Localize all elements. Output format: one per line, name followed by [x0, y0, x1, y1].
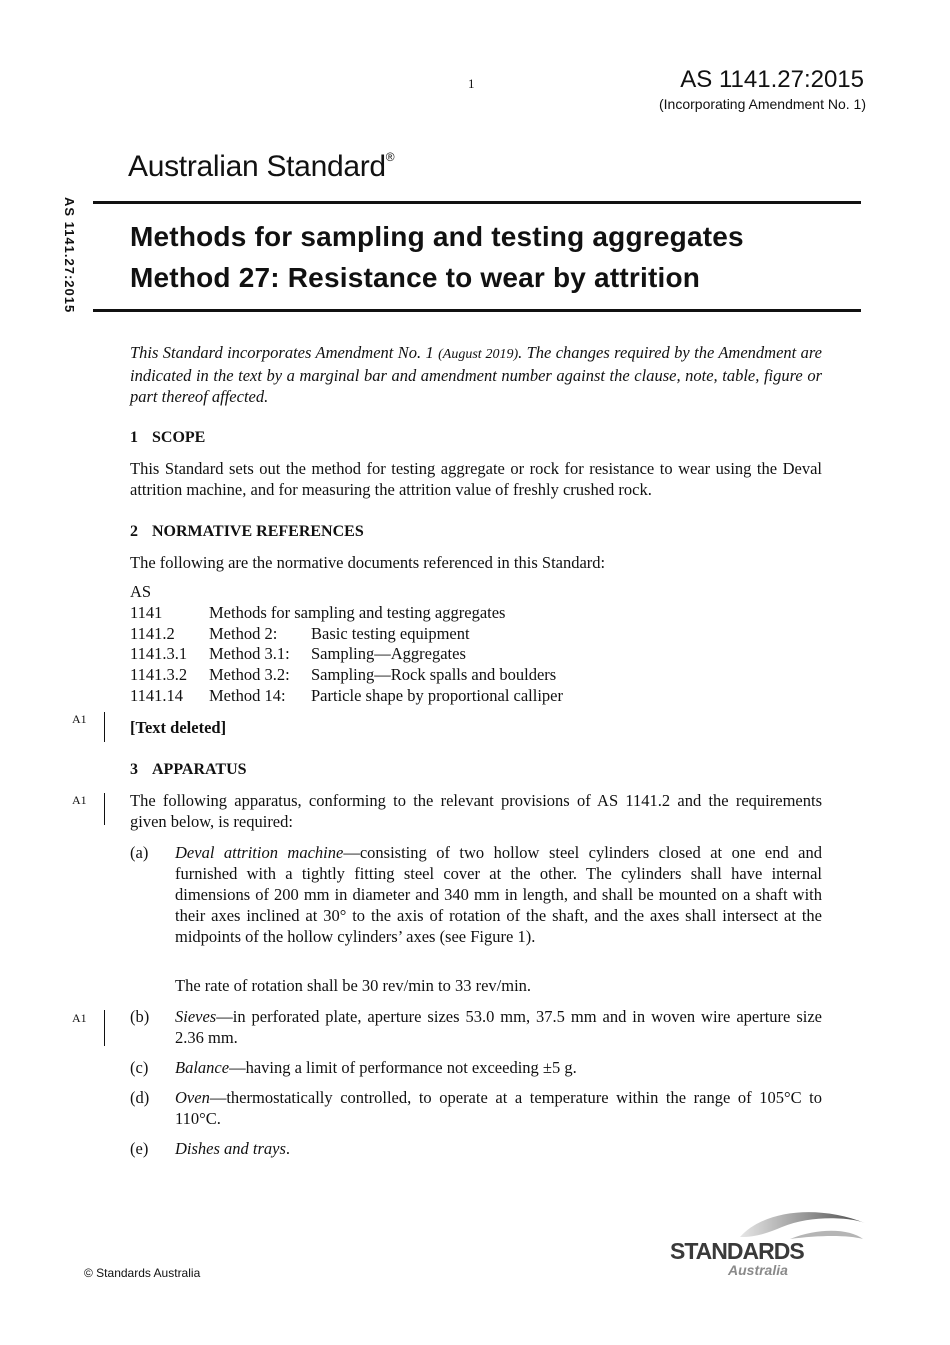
section-heading-apparatus: 3 APPARATUS — [130, 761, 247, 778]
amendment-note: (Incorporating Amendment No. 1) — [659, 96, 866, 112]
amendment-bar — [104, 1010, 105, 1046]
registered-mark: ® — [385, 150, 395, 164]
title-line-2: Method 27: Resistance to wear by attrition — [130, 262, 701, 293]
side-standard-code: AS 1141.27:2015 — [62, 197, 77, 314]
apparatus-intro: The following apparatus, conforming to the relevant provisions of AS 1141.2 and the requirements given below, is required: — [130, 791, 822, 831]
reference-row: 1141.2 Method 2: Basic testing equipment — [130, 623, 470, 643]
amendment-marker: A1 — [72, 712, 87, 726]
title-rule-bottom — [93, 309, 861, 312]
reference-row: 1141.14 Method 14: Particle shape by proportional calliper — [130, 685, 563, 705]
amendment-marker: A1 — [72, 1011, 87, 1025]
rotation-note: The rate of rotation shall be 30 rev/min to 33 rev/min. — [175, 976, 532, 995]
title-rule-top — [93, 201, 861, 204]
section-heading-scope: 1 SCOPE — [130, 429, 206, 446]
amendment-marker: A1 — [72, 793, 87, 807]
amendment-bar — [104, 712, 105, 742]
reference-row: 1141 Methods for sampling and testing aggregates — [130, 602, 506, 622]
apparatus-item-e: (e) Dishes and trays. — [130, 1139, 291, 1158]
reference-list — [130, 582, 563, 707]
title-line-1: Methods for sampling and testing aggregates — [130, 221, 744, 252]
normative-intro: The following are the normative documents referenced in this Standard: — [130, 553, 606, 572]
standard-number: AS 1141.27:2015 — [680, 66, 864, 93]
apparatus-item-a: (a) Deval attrition machine—consisting of two hollow steel cylinders closed at one end and furnished with a tightly fitting steel cover at the other. The cylinders shall have internal dimensions of 200 mm in diameter and 340 mm in length, and shall be mounted on a shaft with their axes inclined at 30° to the axis of rotation of the shaft, and the axes shall intersect at the midpoints of the hollow cylinders’ axes (see Figure 1). — [130, 843, 822, 946]
apparatus-item-c: (c) Balance—having a limit of performance not exceeding ±5 g. — [130, 1058, 577, 1077]
amendment-bar — [104, 793, 105, 825]
scope-text: This Standard sets out the method for testing aggregate or rock for resistance to wear using the Deval attrition machine, and for measuring the attrition value of freshly crushed rock. — [130, 459, 822, 499]
copyright-notice: © Standards Australia — [84, 1266, 201, 1280]
standards-australia-logo — [670, 1205, 870, 1285]
text-deleted: [Text deleted] — [130, 718, 227, 737]
page-number: 1 — [468, 76, 475, 91]
apparatus-item-b: (b) Sieves—in perforated plate, aperture sizes 53.0 mm, 37.5 mm and in woven wire aperture size 2.36 mm. — [130, 1007, 822, 1047]
logo-main-text: STANDARDS — [670, 1238, 804, 1264]
reference-row: 1141.3.2 Method 3.2: Sampling—Rock spalls and boulders — [130, 665, 557, 685]
reference-prefix: AS — [130, 582, 152, 601]
reference-row: 1141.3.1 Method 3.1: Sampling—Aggregates — [130, 644, 466, 664]
section-heading-normative: 2 NORMATIVE REFERENCES — [130, 523, 364, 540]
apparatus-item-d: (d) Oven—thermostatically controlled, to operate at a temperature within the range of 105°C to 110°C. — [130, 1088, 822, 1128]
brand-title: Australian Standard® — [128, 150, 395, 183]
logo-sub-text: Australia — [728, 1262, 788, 1278]
amendment-intro: This Standard incorporates Amendment No. 1 (August 2019). The changes required by the Amendment are indicated in the text by a marginal bar and amendment number against the clause, note, table, figure or part thereof affected. — [130, 343, 822, 406]
